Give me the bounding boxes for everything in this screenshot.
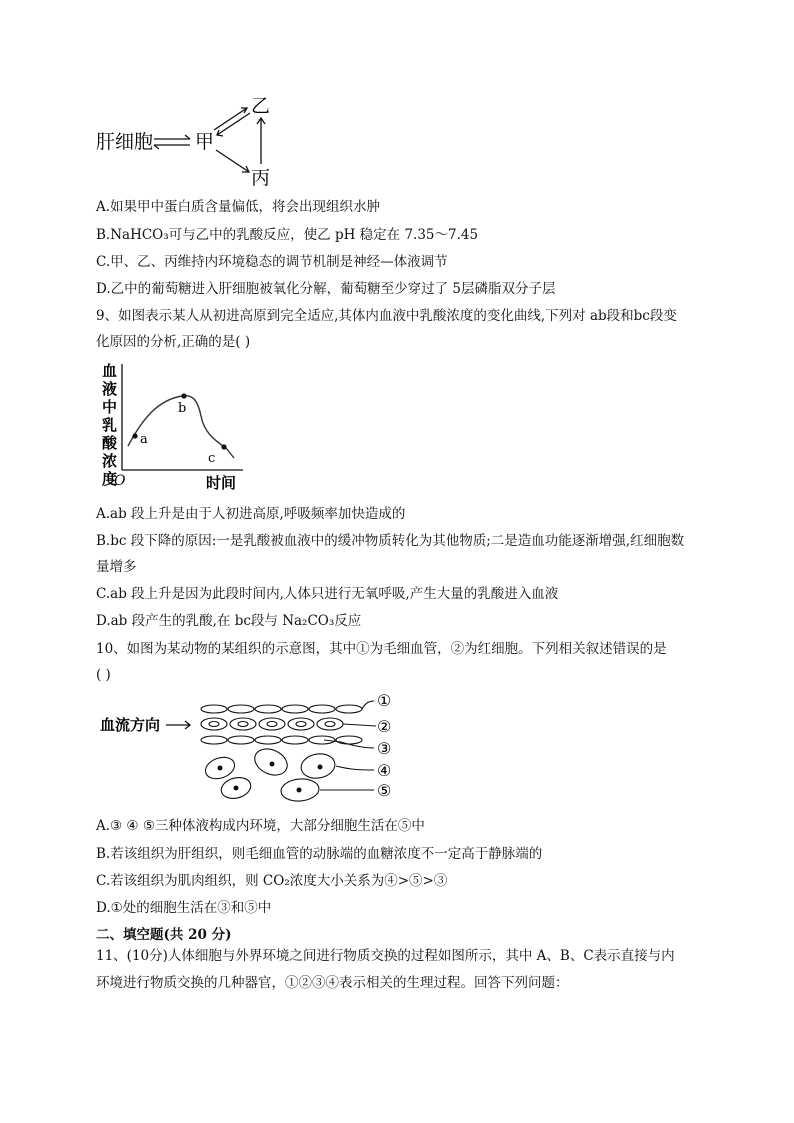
- liver-cell-label: 肝细胞: [96, 131, 154, 153]
- jia-label: 甲: [195, 131, 215, 153]
- q9-option-a: A.ab 段上升是由于人初进高原,呼吸频率加快造成的: [96, 506, 406, 522]
- q8-option-a: A.如果甲中蛋白质含量偏低，将会出现组织水肿: [96, 199, 381, 215]
- x-axis-label: 时间: [206, 474, 237, 492]
- point-b-marker: [181, 393, 186, 398]
- capillary-wall-top: [201, 705, 362, 713]
- point-a-label: a: [140, 432, 148, 447]
- tissue-diagram: [96, 690, 406, 810]
- q9-option-b-line2: 量增多: [96, 559, 137, 575]
- y-axis-label-char6: 浓: [102, 452, 118, 470]
- point-b-label: b: [178, 401, 187, 416]
- q11-stem-line1: 11、(10分)人体细胞与外界环境之间进行物质交换的过程如图所示，其中 A、B、C表示直接与内: [96, 948, 675, 964]
- body-fluid-diagram: [92, 92, 292, 192]
- yi-label: 乙: [251, 95, 271, 117]
- y-axis-label-char1: 血: [102, 362, 118, 380]
- q8-option-b: B.NaHCO₃可与乙中的乳酸反应，使乙 pH 稳定在 7.35～7.45: [96, 227, 479, 243]
- label-3: ③: [377, 739, 392, 758]
- q9-option-b-line1: B.bc 段下降的原因:一是乳酸被血液中的缓冲物质转化为其他物质;二是造血功能逐渐增强,红细胞数: [96, 533, 685, 549]
- q10-option-a: A.③ ④ ⑤三种体液构成内环境，大部分细胞生活在⑤中: [96, 818, 425, 834]
- label-5: ⑤: [377, 781, 392, 800]
- y-axis-label-char5: 酸: [102, 434, 118, 452]
- bing-label: 丙: [251, 167, 271, 189]
- q9-stem-line2: 化原因的分析,正确的是( ): [96, 334, 251, 350]
- y-axis-label-char7: 度: [102, 470, 118, 488]
- q11-stem-line2: 环境进行物质交换的几种器官，①②③④表示相关的生理过程。回答下列问题：: [96, 975, 569, 991]
- tissue-cells: [202, 744, 336, 803]
- q9-option-c: C.ab 段上升是因为此段时间内,人体只进行无氧呼吸,产生大量的乳酸进入血液: [96, 586, 559, 602]
- red-blood-cells: [201, 718, 343, 730]
- q10-stem-line2: ( ): [96, 667, 111, 683]
- point-c-label: c: [208, 451, 216, 466]
- y-axis-label-char4: 乳: [102, 416, 118, 434]
- label-1: ①: [377, 691, 392, 710]
- origin-label: O: [114, 473, 126, 489]
- label-4: ④: [377, 761, 392, 780]
- q9-option-d: D.ab 段产生的乳酸,在 bc段与 Na₂CO₃反应: [96, 613, 362, 629]
- q10-stem-line1: 10、如图为某动物的某组织的示意图，其中①为毛细血管，②为红细胞。下列相关叙述错误的是: [96, 641, 667, 657]
- y-axis-label-char3: 中: [102, 398, 118, 416]
- blood-flow-label: 血流方向: [100, 716, 161, 734]
- y-axis-label-char2: 液: [102, 380, 118, 398]
- point-c-marker: [221, 444, 226, 449]
- cell-nuclei: [218, 762, 323, 793]
- lactate-curve-chart: [98, 358, 248, 493]
- q10-option-c: C.若该组织为肌肉组织，则 CO₂浓度大小关系为④>⑤>③: [96, 873, 448, 889]
- section-heading: 二、填空题(共 20 分): [96, 927, 232, 943]
- point-a-marker: [132, 433, 137, 438]
- capillary-wall-bottom: [201, 736, 362, 744]
- q8-option-d: D.乙中的葡萄糖进入肝细胞被氧化分解，葡萄糖至少穿过了 5层磷脂双分子层: [96, 281, 556, 297]
- q10-option-b: B.若该组织为肝组织，则毛细血管的动脉端的血糖浓度不一定高于静脉端的: [96, 846, 543, 862]
- q10-option-d: D.①处的细胞生活在③和⑤中: [96, 900, 272, 916]
- q9-stem-line1: 9、如图表示某人从初进高原到完全适应,其体内血液中乳酸浓度的变化曲线,下列对 ab段和bc段变: [96, 308, 677, 324]
- label-2: ②: [377, 717, 392, 736]
- q8-option-c: C.甲、乙、丙维持内环境稳态的调节机制是神经—体液调节: [96, 254, 448, 270]
